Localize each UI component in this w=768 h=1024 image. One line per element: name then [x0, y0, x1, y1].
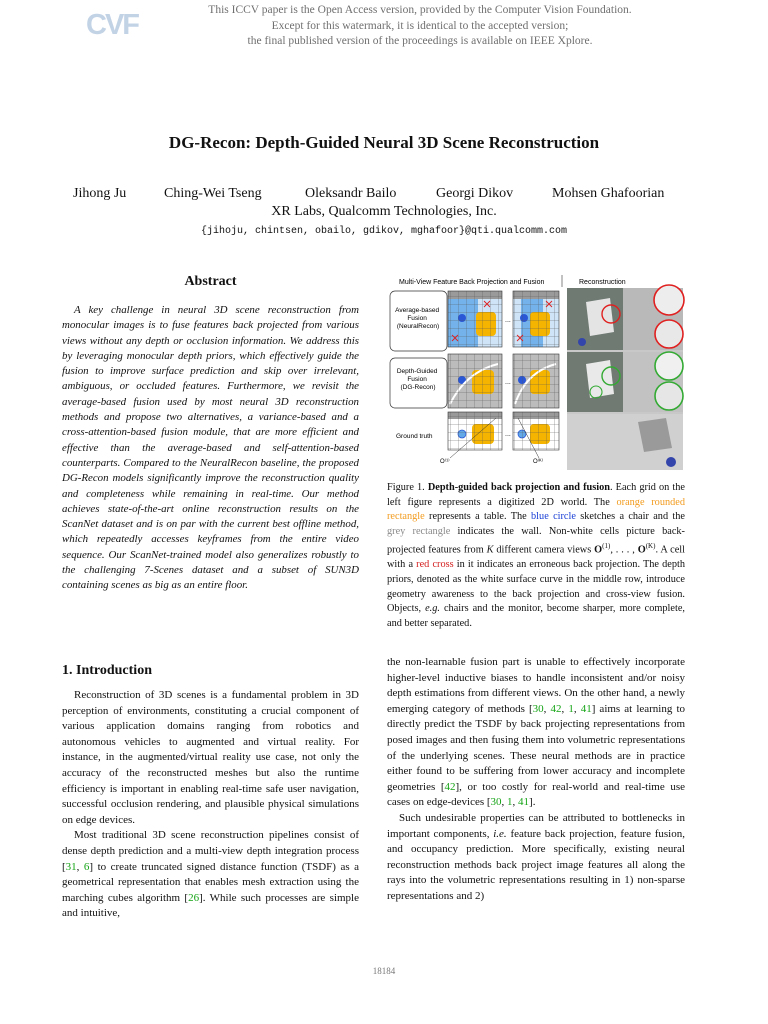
section-heading-introduction: 1. Introduction [62, 663, 152, 678]
paper-title: DG-Recon: Depth-Guided Neural 3D Scene Reconstruction [168, 133, 600, 152]
author-name: Oleksandr Bailo [305, 186, 397, 201]
body-text: , [543, 702, 551, 715]
caption-text: . A cell with a [387, 544, 685, 571]
body-text: , [76, 860, 84, 873]
caption-text: indicates the wall. Non-white cells picture back-projected features from [387, 525, 685, 556]
watermark-line-3: the final published version of the proceedings is available on IEEE Xplore. [247, 35, 593, 47]
citation-link[interactable]: 26 [188, 891, 200, 904]
caption-label: Figure 1. [387, 482, 425, 493]
citation-link[interactable]: 42 [550, 702, 562, 715]
watermark-line-1: This ICCV paper is the Open Access version, provided by the Computer Vision Foundation. [208, 4, 632, 16]
caption-math-o: O [594, 544, 603, 556]
body-text: , [512, 796, 519, 809]
ellipsis: ... [505, 317, 511, 324]
body-text: ] to create truncated signed distance function (TSDF) as a geometrical representation that enables mesh extraction using the marching cubes algorithm [ [62, 860, 359, 904]
row-label-line: Depth-Guided [396, 368, 438, 375]
figure-1-diagram [386, 272, 685, 470]
body-text: feature back projection, feature fusion, and occupancy prediction. More specifically, existing neural reconstruction methods back project image features all along the rays into the volumetric representations resulting in 1) non-sparse representations and 2) [387, 827, 685, 902]
body-text: the non-learnable fusion part is unable to effectively incorporate higher-level inductive biases to handle inconsistent and/or noisy depth estimations from different views. On the other hand, a newly emerging category of methods [ [387, 656, 685, 715]
citation-link[interactable]: 6 [83, 860, 90, 873]
row-label-line: Fusion [407, 376, 427, 383]
camera-view-1-label: O⁽¹⁾ [440, 459, 450, 465]
ellipsis: ... [505, 431, 511, 438]
body-text: ]. While such processes are simple and intuitive, [62, 891, 359, 920]
page-number: 18184 [372, 966, 396, 976]
figure-header-right: Reconstruction [579, 279, 626, 286]
body-text: ], or too costly for real-world and real-time use cases on edge-devices [ [387, 780, 685, 809]
body-text: ]. [529, 796, 536, 809]
caption-math-sup: (K) [645, 542, 656, 551]
body-text: , [501, 796, 508, 809]
body-italic: i.e. [493, 827, 507, 840]
citation-link[interactable]: 30 [490, 796, 502, 809]
body-text: , [573, 702, 581, 715]
caption-text: . Each grid on the left figure represents a digitized 2D world. The [387, 482, 686, 508]
camera-view-k-label: O⁽ᴷ⁾ [533, 459, 544, 465]
caption-math-o: O [637, 544, 646, 556]
intro-paragraph-2 [62, 828, 359, 922]
grid-view-1-ground-truth [448, 412, 502, 450]
abstract-text: A key challenge in neural 3D scene reconstruction from monocular images is to fuse features back projected from various views without any depth or occlusion information. We address this by leveraging monocular depth priors, which effectively guide the fusion to improve surface prediction and skip over irrelevant, ambiguous, or occluded features. Furthermore, we revisit the average-based fusion used by most neural 3D reconstruction methods and propose two alternatives, a variance-based and a cross-attention-based fusion module, that are more efficient and effective than the average-based and self-attention-based counterparts. Compared to the NeuralRecon baseline, the proposed DG-Recon models significantly improve the reconstruction quality and completeness while remaining in real-time. Our method achieves state-of-the-art online reconstruction results on the ScanNet dataset and is on par with the current best offline method, which repeatedly accesses keyframes from the entire video sequence. Our ScanNet-trained model also generalizes robustly to the challenging 7-Scenes dataset and a subset of SUN3D containing scenes as big as an entire floor. [62, 304, 359, 592]
citation-link[interactable]: 1 [568, 702, 574, 715]
intro-paragraph-3 [387, 655, 685, 811]
body-text: Most traditional 3D scene reconstruction pipelines consist of dense depth prediction and a multi-view depth integration process [ [62, 829, 359, 873]
grid-view-k-ground-truth [513, 412, 559, 450]
caption-blue-highlight: blue circle [531, 511, 576, 523]
grid-view-1-depth-guided [448, 354, 502, 408]
caption-bold-title: Depth-guided back projection and fusion [427, 482, 610, 493]
caption-text: represents a table. The [424, 511, 532, 523]
cvf-logo [84, 6, 142, 40]
cvf-logo-text: CVF [86, 9, 138, 40]
body-text: , [561, 702, 569, 715]
author-emails: {jihoju, chintsen, obailo, gdikov, mghafoor}@qti.qualcomm.com [200, 226, 568, 237]
caption-text: sketches a chair and the [575, 511, 685, 523]
citation-link[interactable]: 1 [507, 796, 513, 809]
caption-text: different camera views [493, 544, 595, 556]
body-text: ] aims at learning to directly predict the TSDF by back projecting representations from posed images and then fusing them into volumetric representations of the underlying scenes. These neural methods are in practice either found to be suffering from lower accuracy and incomplete geometries [ [387, 702, 686, 793]
intro-left-column [62, 688, 359, 922]
author-name: Georgi Dikov [436, 186, 514, 201]
intro-right-column [387, 655, 685, 905]
row-label-line: (NeuralRecon) [396, 323, 440, 330]
citation-link[interactable]: 42 [444, 780, 456, 793]
grid-view-k-depth-guided [513, 354, 559, 408]
figure-header-left: Multi-View Feature Back Projection and Fusion [399, 279, 545, 286]
intro-paragraph-4 [387, 811, 685, 905]
author-name: Ching-Wei Tseng [164, 186, 262, 201]
caption-text: in it indicates an erroneous back projection. The depth priors, denoted as the white surface curve in the middle row, introduce geometry awareness to the back projection and cross-view fusion. Objects, [387, 559, 685, 615]
caption-text: chairs and the monitor, become sharper, more complete, and better separated. [387, 603, 685, 629]
caption-math-sup: (1) [602, 542, 611, 551]
caption-red-highlight: red cross [416, 559, 454, 571]
citation-link[interactable]: 41 [580, 702, 592, 715]
citation-link[interactable]: 31 [65, 860, 77, 873]
caption-orange-highlight: orange rounded rectangle [387, 496, 685, 523]
author-name: Jihong Ju [73, 186, 127, 201]
figure-1-caption [387, 481, 685, 631]
citation-link[interactable]: 41 [518, 796, 530, 809]
caption-italic: e.g. [425, 603, 440, 615]
citation-link[interactable]: 30 [532, 702, 544, 715]
caption-math-k: K [486, 544, 494, 556]
ellipsis: ... [505, 379, 511, 386]
author-name: Mohsen Ghafoorian [552, 186, 665, 201]
watermark-line-2: Except for this watermark, it is identical to the accepted version; [271, 19, 569, 32]
row-label-line: (DG-Recon) [400, 384, 436, 391]
row-label-line: Average-based [395, 307, 440, 314]
caption-text: , . . . , [610, 544, 638, 556]
abstract-heading: Abstract [184, 274, 237, 289]
row-label-box [390, 358, 447, 408]
caption-grey-highlight: grey rectangle [387, 525, 451, 537]
author-list [40, 186, 728, 206]
row-label-ground-truth: Ground truth [396, 433, 433, 440]
reconstruction-panel [567, 285, 684, 470]
body-text: Such undesirable properties can be attributed to bottlenecks in important components, [387, 811, 685, 840]
affiliation: XR Labs, Qualcomm Technologies, Inc. [271, 204, 497, 219]
open-access-watermark [170, 3, 670, 50]
row-label-line: Fusion [407, 315, 427, 322]
intro-paragraph-1: Reconstruction of 3D scenes is a fundamental problem in 3D perception of environments, constituting a crucial component of various application domains ranging from robotics and autonomous vehicles to augmented and virtual reality. For instance, in the augmented/virtual reality use case, not only the accuracy of the reconstructed meshes but also the runtime efficiency is important in enabling real-time safe user navigation, successful occlusion rendering, and plausible physical simulations on edge devices. [62, 689, 359, 826]
